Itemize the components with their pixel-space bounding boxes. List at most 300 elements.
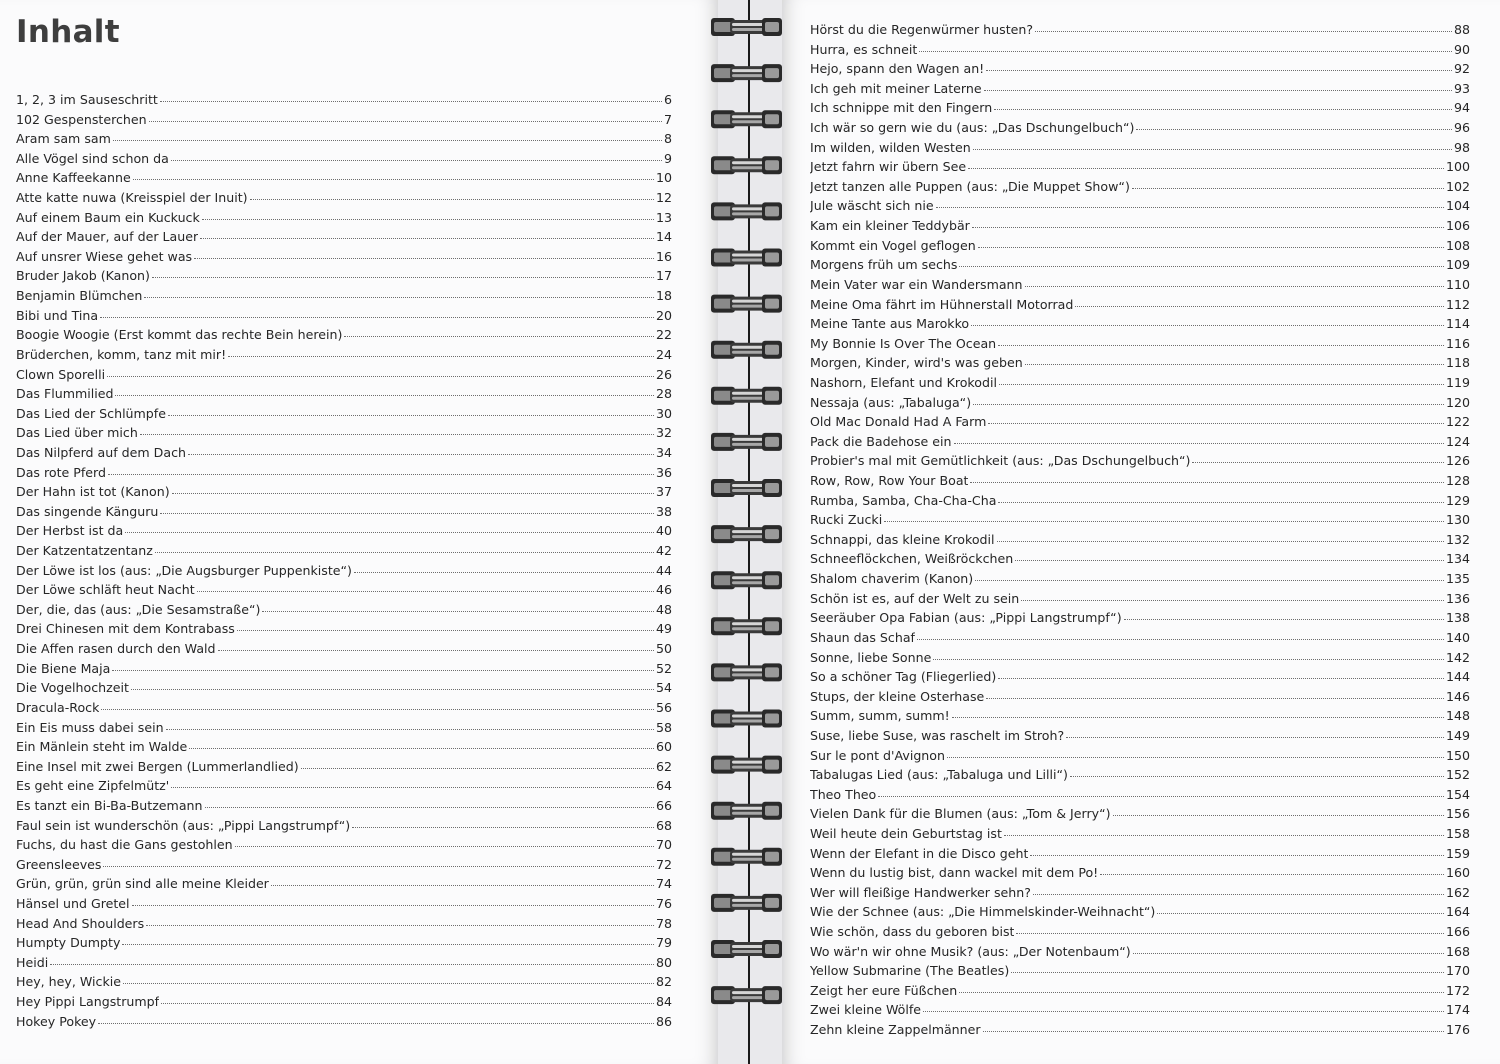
toc-entry-title: Heidi	[16, 954, 49, 970]
toc-entry-page: 130	[1445, 512, 1470, 528]
toc-entry-page: 162	[1445, 884, 1470, 900]
toc-entry-page: 110	[1445, 276, 1470, 292]
toc-entry	[16, 916, 672, 936]
toc-entry	[810, 1022, 1470, 1042]
toc-entry-page: 24	[655, 346, 672, 362]
toc-entry	[16, 229, 672, 249]
toc-entry-page: 94	[1453, 100, 1470, 116]
toc-dot-leader	[933, 658, 1444, 660]
toc-entry-page: 22	[655, 327, 672, 343]
toc-entry-title: Ich wär so gern wie du (aus: „Das Dschungelbuch“)	[810, 120, 1135, 136]
toc-dot-leader	[954, 442, 1444, 444]
toc-dot-leader	[1021, 599, 1444, 601]
toc-dot-leader	[237, 629, 654, 631]
toc-dot-leader	[125, 531, 654, 533]
toc-entry-title: Das Lied der Schlümpfe	[16, 405, 166, 421]
toc-entry	[16, 465, 672, 485]
toc-entry-page: 148	[1445, 708, 1470, 724]
toc-entry	[810, 179, 1470, 199]
toc-entry-page: 13	[655, 209, 672, 225]
toc-entry-title: Morgen, Kinder, wird's was geben	[810, 355, 1023, 371]
toc-entry	[810, 787, 1470, 807]
spiral-binding	[700, 0, 800, 1064]
toc-dot-leader	[1066, 736, 1444, 738]
toc-entry	[810, 336, 1470, 356]
toc-entry	[810, 767, 1470, 787]
toc-dot-leader	[1132, 187, 1444, 189]
toc-entry	[810, 826, 1470, 846]
toc-entry-title: Hey, hey, Wickie	[16, 974, 122, 990]
spiral-ring	[711, 756, 782, 774]
toc-entry	[810, 551, 1470, 571]
toc-entry-title: Mein Vater war ein Wandersmann	[810, 276, 1023, 292]
toc-entry	[810, 571, 1470, 591]
spiral-ring	[711, 571, 782, 589]
toc-entry-title: Nashorn, Elefant und Krokodil	[810, 374, 997, 390]
toc-entry-page: 104	[1445, 198, 1470, 214]
toc-dot-leader	[132, 904, 654, 906]
toc-entry-title: Tabalugas Lied (aus: „Tabaluga und Lilli“)	[810, 767, 1068, 783]
spiral-ring	[711, 986, 782, 1004]
toc-entry	[810, 355, 1470, 375]
toc-entry-title: Wie der Schnee (aus: „Die Himmelskinder-Weihnacht“)	[810, 904, 1156, 920]
toc-entry-page: 32	[655, 425, 672, 441]
toc-entry-title: Clown Sporelli	[16, 366, 106, 382]
toc-dot-leader	[168, 414, 654, 416]
toc-dot-leader	[1070, 775, 1444, 777]
toc-entry-page: 144	[1445, 669, 1470, 685]
toc-entry	[16, 700, 672, 720]
toc-entry	[810, 238, 1470, 258]
toc-entry	[810, 140, 1470, 160]
toc-dot-leader	[149, 120, 662, 122]
toc-entry-page: 156	[1445, 806, 1470, 822]
toc-entry	[16, 504, 672, 524]
toc-entry-title: Bibi und Tina	[16, 307, 99, 323]
toc-entry-title: Hey Pippi Langstrumpf	[16, 994, 160, 1010]
toc-entry-title: Atte katte nuwa (Kreisspiel der Inuit)	[16, 190, 248, 206]
toc-entry-page: 93	[1453, 80, 1470, 96]
toc-entry-title: Vielen Dank für die Blumen (aus: „Tom & Jerry“)	[810, 806, 1111, 822]
toc-entry	[810, 277, 1470, 297]
toc-entry-title: Die Biene Maja	[16, 660, 111, 676]
toc-entry	[810, 630, 1470, 650]
toc-entry-page: 26	[655, 366, 672, 382]
toc-entry-page: 118	[1445, 355, 1470, 371]
toc-dot-leader	[988, 422, 1444, 424]
toc-entry-page: 168	[1445, 943, 1470, 959]
toc-entry-page: 36	[655, 464, 672, 480]
toc-dot-leader	[1075, 305, 1444, 307]
toc-entry	[810, 591, 1470, 611]
toc-entry-title: Old Mac Donald Had A Farm	[810, 414, 987, 430]
toc-entry	[810, 689, 1470, 709]
toc-entry-page: 80	[655, 954, 672, 970]
toc-entry-title: My Bonnie Is Over The Ocean	[810, 335, 997, 351]
toc-entry	[810, 100, 1470, 120]
toc-entry	[810, 218, 1470, 238]
toc-entry	[16, 857, 672, 877]
toc-entry	[16, 131, 672, 151]
toc-entry-page: 88	[1453, 22, 1470, 37]
toc-entry-title: Schneeflöckchen, Weißröckchen	[810, 551, 1014, 567]
toc-entry	[810, 865, 1470, 885]
toc-entry-page: 14	[655, 229, 672, 245]
toc-dot-leader	[1100, 873, 1444, 875]
toc-dot-leader	[978, 246, 1444, 248]
toc-dot-leader	[1113, 814, 1444, 816]
toc-dot-leader	[205, 806, 654, 808]
toc-entry-title: Greensleeves	[16, 856, 102, 872]
toc-dot-leader	[189, 747, 654, 749]
toc-entry-title: Benjamin Blümchen	[16, 288, 143, 304]
toc-entry-page: 74	[655, 876, 672, 892]
toc-dot-leader	[986, 697, 1444, 699]
toc-entry-title: Hokey Pokey	[16, 1013, 97, 1029]
toc-entry-page: 112	[1445, 296, 1470, 312]
toc-entry	[810, 728, 1470, 748]
toc-entry	[810, 669, 1470, 689]
toc-entry-title: Jetzt tanzen alle Puppen (aus: „Die Muppet Show“)	[810, 178, 1130, 194]
toc-entry-title: Dracula-Rock	[16, 699, 100, 715]
toc-dot-leader	[171, 786, 654, 788]
toc-entry-title: Das singende Känguru	[16, 503, 159, 519]
spiral-ring	[711, 64, 782, 82]
toc-entry-title: Stups, der kleine Osterhase	[810, 688, 985, 704]
toc-entry	[16, 210, 672, 230]
toc-entry-title: Faul sein ist wunderschön (aus: „Pippi Langstrumpf“)	[16, 817, 351, 833]
toc-entry	[16, 876, 672, 896]
toc-entry	[16, 680, 672, 700]
toc-entry-page: 128	[1445, 473, 1470, 489]
toc-entry-title: Wenn der Elefant in die Disco geht	[810, 845, 1029, 861]
spiral-ring	[711, 894, 782, 912]
toc-entry-title: Zwei kleine Wölfe	[810, 1002, 922, 1018]
toc-entry-title: Theo Theo	[810, 786, 877, 802]
toc-entry	[16, 268, 672, 288]
toc-entry	[810, 316, 1470, 336]
toc-entry-title: Das Nilpferd auf dem Dach	[16, 444, 186, 460]
toc-dot-leader	[1035, 30, 1452, 32]
toc-dot-leader	[972, 226, 1444, 228]
toc-entry-page: 146	[1445, 688, 1470, 704]
toc-entry-title: Der Katzentatzentanz	[16, 543, 153, 559]
toc-entry-title: Schön ist es, auf der Welt zu sein	[810, 590, 1020, 606]
toc-entry-title: Hejo, spann den Wagen an!	[810, 61, 985, 77]
toc-entry-page: 116	[1445, 335, 1470, 351]
toc-entry	[16, 661, 672, 681]
toc-entry-title: Zeigt her eure Füßchen	[810, 982, 958, 998]
toc-entry	[810, 42, 1470, 62]
toc-entry-title: Morgens früh um sechs	[810, 257, 958, 273]
toc-entry	[810, 846, 1470, 866]
toc-entry-page: 96	[1453, 120, 1470, 136]
toc-dot-leader	[986, 69, 1452, 71]
toc-dot-leader	[983, 1030, 1444, 1032]
toc-entry-page: 120	[1445, 394, 1470, 410]
toc-entry	[810, 708, 1470, 728]
toc-entry	[810, 610, 1470, 630]
toc-dot-leader	[1011, 971, 1444, 973]
toc-dot-leader	[202, 218, 654, 220]
toc-entry-title: Grün, grün, grün sind alle meine Kleider	[16, 876, 269, 892]
toc-entry-title: Kommt ein Vogel geflogen	[810, 237, 976, 253]
toc-entry-title: Meine Tante aus Marokko	[810, 316, 970, 332]
toc-entry-title: Es tanzt ein Bi-Ba-Butzemann	[16, 797, 203, 813]
toc-dot-leader	[1030, 854, 1444, 856]
toc-dot-leader	[123, 982, 654, 984]
toc-entry	[810, 453, 1470, 473]
toc-entry	[16, 994, 672, 1014]
toc-entry-page: 154	[1445, 786, 1470, 802]
toc-entry-title: Ein Mänlein steht im Walde	[16, 739, 188, 755]
toc-dot-leader	[103, 865, 654, 867]
toc-entry-page: 114	[1445, 316, 1470, 332]
toc-dot-leader	[973, 148, 1452, 150]
toc-entry-title: Ich schnippe mit den Fingern	[810, 100, 993, 116]
toc-entry-page: 150	[1445, 747, 1470, 763]
toc-dot-leader	[115, 394, 653, 396]
toc-entry-page: 86	[655, 1013, 672, 1029]
toc-entry	[810, 257, 1470, 277]
toc-entry	[16, 955, 672, 975]
toc-dot-leader	[923, 1010, 1444, 1012]
toc-entry-title: Drei Chinesen mit dem Kontrabass	[16, 621, 235, 637]
toc-entry-title: Shalom chaverim (Kanon)	[810, 571, 974, 587]
toc-entry	[810, 512, 1470, 532]
toc-dot-leader	[301, 767, 654, 769]
toc-entry-title: Das rote Pferd	[16, 464, 107, 480]
toc-entry	[810, 297, 1470, 317]
spiral-ring	[711, 387, 782, 405]
spiral-ring	[711, 341, 782, 359]
toc-entry-page: 72	[655, 856, 672, 872]
toc-entry-title: Hörst du die Regenwürmer husten?	[810, 22, 1034, 37]
toc-dot-leader	[50, 963, 654, 965]
toc-dot-leader	[112, 669, 654, 671]
toc-entry-page: 40	[655, 523, 672, 539]
toc-entry-title: Der, die, das (aus: „Die Sesamstraße“)	[16, 601, 261, 617]
toc-entry	[810, 493, 1470, 513]
toc-entry-page: 34	[655, 444, 672, 460]
toc-entry-page: 164	[1445, 904, 1470, 920]
toc-dot-leader	[1025, 285, 1444, 287]
toc-entry-page: 102	[1445, 178, 1470, 194]
toc-entry-title: Row, Row, Row Your Boat	[810, 473, 969, 489]
toc-entry-page: 44	[655, 562, 672, 578]
toc-dot-leader	[218, 649, 654, 651]
toc-dot-leader	[998, 344, 1444, 346]
toc-entry-page: 8	[663, 131, 672, 147]
toc-entry-title: Es geht eine Zipfelmütz'	[16, 778, 170, 794]
toc-entry	[810, 963, 1470, 983]
toc-entry	[16, 92, 672, 112]
toc-entry	[16, 974, 672, 994]
toc-entry	[16, 778, 672, 798]
toc-entry-title: Aram sam sam	[16, 131, 111, 147]
toc-entry	[810, 375, 1470, 395]
toc-dot-leader	[101, 708, 654, 710]
toc-dot-leader	[188, 453, 654, 455]
toc-entry	[810, 885, 1470, 905]
toc-entry-title: Alle Vögel sind schon da	[16, 150, 169, 166]
spiral-ring	[711, 479, 782, 497]
toc-dot-leader	[122, 943, 654, 945]
toc-dot-leader	[1192, 461, 1444, 463]
toc-entry-page: 90	[1453, 41, 1470, 57]
toc-entry	[16, 288, 672, 308]
toc-entry-page: 119	[1445, 374, 1470, 390]
toc-dot-leader	[160, 100, 662, 102]
toc-dot-leader	[952, 716, 1444, 718]
toc-entry-title: Eine Insel mit zwei Bergen (Lummerlandlied)	[16, 758, 299, 774]
toc-entry-page: 49	[655, 621, 672, 637]
toc-entry-title: Wer will fleißige Handwerker sehn?	[810, 884, 1031, 900]
toc-dot-leader	[146, 924, 654, 926]
toc-entry-title: Humpty Dumpty	[16, 935, 121, 951]
toc-entry	[16, 523, 672, 543]
spiral-ring	[711, 617, 782, 635]
toc-entry-page: 58	[655, 719, 672, 735]
toc-entry	[810, 159, 1470, 179]
spiral-ring	[711, 940, 782, 958]
toc-entry	[16, 759, 672, 779]
toc-entry-page: 42	[655, 543, 672, 559]
toc-dot-leader	[1133, 952, 1444, 954]
toc-entry-title: Anne Kaffeekanne	[16, 170, 131, 186]
toc-dot-leader	[197, 590, 654, 592]
toc-entry-title: Jetzt fahrn wir übern See	[810, 159, 967, 175]
toc-entry-page: 132	[1445, 531, 1470, 547]
toc-entry	[810, 22, 1470, 42]
toc-entry-page: 170	[1445, 963, 1470, 979]
toc-dot-leader	[1016, 932, 1443, 934]
toc-entry-page: 38	[655, 503, 672, 519]
toc-entry	[810, 414, 1470, 434]
toc-dot-leader	[133, 178, 654, 180]
toc-dot-leader	[1033, 893, 1444, 895]
toc-dot-leader	[994, 108, 1452, 110]
toc-dot-leader	[140, 433, 654, 435]
toc-entry-page: 50	[655, 641, 672, 657]
toc-entry-page: 129	[1445, 492, 1470, 508]
toc-dot-leader	[100, 316, 654, 318]
toc-dot-leader	[968, 167, 1444, 169]
toc-dot-leader	[235, 845, 654, 847]
toc-list-left	[16, 92, 672, 1033]
toc-dot-leader	[161, 1002, 654, 1004]
spiral-ring	[711, 663, 782, 681]
toc-entry-title: Rumba, Samba, Cha-Cha-Cha	[810, 492, 997, 508]
toc-entry	[16, 935, 672, 955]
toc-dot-leader	[1124, 618, 1444, 620]
toc-entry-page: 82	[655, 974, 672, 990]
toc-entry	[810, 198, 1470, 218]
toc-dot-leader	[172, 492, 654, 494]
toc-entry	[16, 720, 672, 740]
toc-dot-leader	[98, 1022, 654, 1024]
toc-dot-leader	[947, 756, 1444, 758]
toc-entry-title: Ich geh mit meiner Laterne	[810, 80, 982, 96]
toc-dot-leader	[1157, 912, 1444, 914]
toc-entry	[16, 484, 672, 504]
toc-entry	[16, 308, 672, 328]
toc-entry	[810, 473, 1470, 493]
toc-entry	[810, 1002, 1470, 1022]
toc-dot-leader	[878, 795, 1444, 797]
toc-entry-page: 92	[1453, 61, 1470, 77]
toc-entry	[16, 249, 672, 269]
toc-entry-title: Yellow Submarine (The Beatles)	[810, 963, 1010, 979]
toc-dot-leader	[262, 610, 654, 612]
toc-entry-page: 108	[1445, 237, 1470, 253]
toc-dot-leader	[973, 403, 1444, 405]
spiral-ring	[711, 848, 782, 866]
toc-dot-leader	[152, 276, 654, 278]
toc-dot-leader	[344, 335, 654, 337]
toc-entry-title: Zehn kleine Zappelmänner	[810, 1022, 981, 1038]
toc-entry	[16, 602, 672, 622]
toc-entry-title: Jule wäscht sich nie	[810, 198, 934, 214]
toc-dot-leader	[131, 688, 654, 690]
toc-entry	[16, 170, 672, 190]
toc-entry-page: 46	[655, 582, 672, 598]
toc-dot-leader	[155, 551, 654, 553]
toc-entry-title: Shaun das Schaf	[810, 629, 915, 645]
toc-entry-title: So a schöner Tag (Fliegerlied)	[810, 669, 997, 685]
toc-entry-page: 138	[1445, 610, 1470, 626]
toc-entry	[16, 896, 672, 916]
toc-entry-title: Auf einem Baum ein Kuckuck	[16, 209, 200, 225]
toc-entry-page: 37	[655, 484, 672, 500]
toc-entry	[16, 563, 672, 583]
toc-entry	[16, 543, 672, 563]
toc-entry-title: Weil heute dein Geburtstag ist	[810, 825, 1002, 841]
toc-dot-leader	[228, 355, 654, 357]
toc-entry-page: 135	[1445, 571, 1470, 587]
toc-entry-page: 70	[655, 837, 672, 853]
toc-dot-leader	[108, 473, 654, 475]
spiral-ring	[711, 710, 782, 728]
toc-entry-page: 66	[655, 797, 672, 813]
toc-dot-leader	[271, 884, 654, 886]
toc-entry	[810, 904, 1470, 924]
toc-entry-page: 20	[655, 307, 672, 323]
toc-entry-title: Der Hahn ist tot (Kanon)	[16, 484, 170, 500]
toc-entry-title: 102 Gespensterchen	[16, 111, 147, 127]
toc-entry-page: 98	[1453, 139, 1470, 155]
toc-entry-title: Head And Shoulders	[16, 915, 145, 931]
toc-entry-title: Wie schön, dass du geboren bist	[810, 924, 1015, 940]
toc-entry	[16, 641, 672, 661]
toc-entry-title: Der Herbst ist da	[16, 523, 124, 539]
toc-dot-leader	[998, 677, 1444, 679]
toc-entry-title: Auf unsrer Wiese gehet was	[16, 248, 193, 264]
spiral-ring	[711, 249, 782, 267]
toc-dot-leader	[971, 324, 1444, 326]
toc-entry-page: 152	[1445, 767, 1470, 783]
toc-entry	[810, 120, 1470, 140]
toc-entry-page: 56	[655, 699, 672, 715]
toc-entry-page: 18	[655, 288, 672, 304]
toc-entry	[16, 327, 672, 347]
toc-entry-page: 159	[1445, 845, 1470, 861]
toc-dot-leader	[917, 638, 1444, 640]
toc-entry-page: 142	[1445, 649, 1470, 665]
toc-entry	[810, 806, 1470, 826]
toc-entry	[16, 739, 672, 759]
toc-list-right	[810, 22, 1470, 1042]
